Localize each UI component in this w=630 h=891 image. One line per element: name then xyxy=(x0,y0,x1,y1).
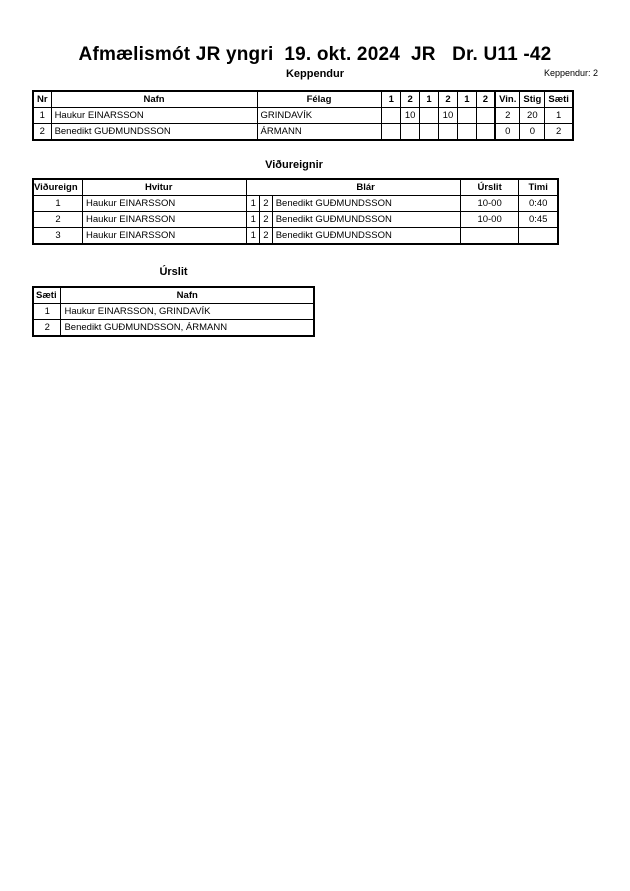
table-row xyxy=(33,196,558,212)
competitors-header-row xyxy=(33,91,573,108)
round-score xyxy=(401,124,420,141)
col-round-2: 2 xyxy=(401,91,420,108)
bout-time: 0:40 xyxy=(519,196,558,212)
bouts-table xyxy=(32,178,559,245)
bout-result: 10-00 xyxy=(460,196,519,212)
col-name: Nafn xyxy=(61,287,314,304)
competitors-table xyxy=(32,90,574,141)
col-nr: Nr xyxy=(33,91,51,108)
blue-competitor: Benedikt GUÐMUNDSSON xyxy=(272,196,460,212)
result-name: Haukur EINARSSON, GRINDAVÍK xyxy=(61,304,314,320)
competitor-points: 0 xyxy=(520,124,545,141)
competitor-name: Benedikt GUÐMUNDSSON xyxy=(51,124,257,141)
results-table xyxy=(32,286,315,337)
bout-number: 3 xyxy=(33,228,82,245)
bout-result xyxy=(460,228,519,245)
round-score xyxy=(420,108,439,124)
result-place: 2 xyxy=(33,320,61,337)
col-round-1: 1 xyxy=(382,91,401,108)
bout-time xyxy=(519,228,558,245)
page-title: Afmælismót JR yngri 19. okt. 2024 JR Dr. U11 -42 xyxy=(78,44,552,65)
bout-result: 10-00 xyxy=(460,212,519,228)
table-row xyxy=(33,212,558,228)
col-result: Úrslit xyxy=(460,179,519,196)
col-name: Nafn xyxy=(51,91,257,108)
blue-nr: 2 xyxy=(260,196,273,212)
blue-nr: 2 xyxy=(260,212,273,228)
col-round-4: 2 xyxy=(438,91,457,108)
bout-number: 2 xyxy=(33,212,82,228)
competitor-place: 1 xyxy=(545,108,573,124)
competitor-wins: 2 xyxy=(495,108,520,124)
col-time: Timi xyxy=(519,179,558,196)
competitor-count: Keppendur: 2 xyxy=(543,68,598,78)
blue-nr: 2 xyxy=(260,228,273,245)
white-nr: 1 xyxy=(247,196,260,212)
result-place: 1 xyxy=(33,304,61,320)
bout-number: 1 xyxy=(33,196,82,212)
table-row xyxy=(33,228,558,245)
col-wins: Vin. xyxy=(495,91,520,108)
table-row xyxy=(33,108,573,124)
competitor-points: 20 xyxy=(520,108,545,124)
round-score xyxy=(420,124,439,141)
col-club: Félag xyxy=(257,91,382,108)
blue-competitor: Benedikt GUÐMUNDSSON xyxy=(272,212,460,228)
white-competitor: Haukur EINARSSON xyxy=(82,196,246,212)
table-row xyxy=(33,124,573,141)
competitor-club: ÁRMANN xyxy=(257,124,382,141)
competitor-nr: 1 xyxy=(33,108,51,124)
results-heading: Úrslit xyxy=(159,266,188,278)
competitor-place: 2 xyxy=(545,124,573,141)
bouts-heading: Viðureignir xyxy=(265,159,323,171)
bouts-header-row xyxy=(33,179,558,196)
round-score: 10 xyxy=(438,108,457,124)
col-place: Sæti xyxy=(33,287,61,304)
result-name: Benedikt GUÐMUNDSSON, ÁRMANN xyxy=(61,320,314,337)
col-white: Hvitur xyxy=(82,179,246,196)
white-competitor: Haukur EINARSSON xyxy=(82,228,246,245)
competitor-nr: 2 xyxy=(33,124,51,141)
results-header-row xyxy=(33,287,314,304)
round-score xyxy=(382,124,401,141)
col-round-6: 2 xyxy=(476,91,495,108)
white-nr: 1 xyxy=(247,228,260,245)
blue-competitor: Benedikt GUÐMUNDSSON xyxy=(272,228,460,245)
col-points: Stig xyxy=(520,91,545,108)
round-score xyxy=(476,108,495,124)
competitor-wins: 0 xyxy=(495,124,520,141)
white-nr: 1 xyxy=(247,212,260,228)
col-blue: Blár xyxy=(247,179,460,196)
round-score: 10 xyxy=(401,108,420,124)
table-row xyxy=(33,304,314,320)
round-score xyxy=(457,108,476,124)
round-score xyxy=(476,124,495,141)
table-row xyxy=(33,320,314,337)
competitor-name: Haukur EINARSSON xyxy=(51,108,257,124)
round-score xyxy=(438,124,457,141)
round-score xyxy=(457,124,476,141)
bout-time: 0:45 xyxy=(519,212,558,228)
col-round-3: 1 xyxy=(420,91,439,108)
round-score xyxy=(382,108,401,124)
white-competitor: Haukur EINARSSON xyxy=(82,212,246,228)
col-place: Sæti xyxy=(545,91,573,108)
col-bout: Viðureign xyxy=(33,179,82,196)
col-round-5: 1 xyxy=(457,91,476,108)
competitors-heading: Keppendur xyxy=(285,68,345,80)
competitor-club: GRINDAVÍK xyxy=(257,108,382,124)
